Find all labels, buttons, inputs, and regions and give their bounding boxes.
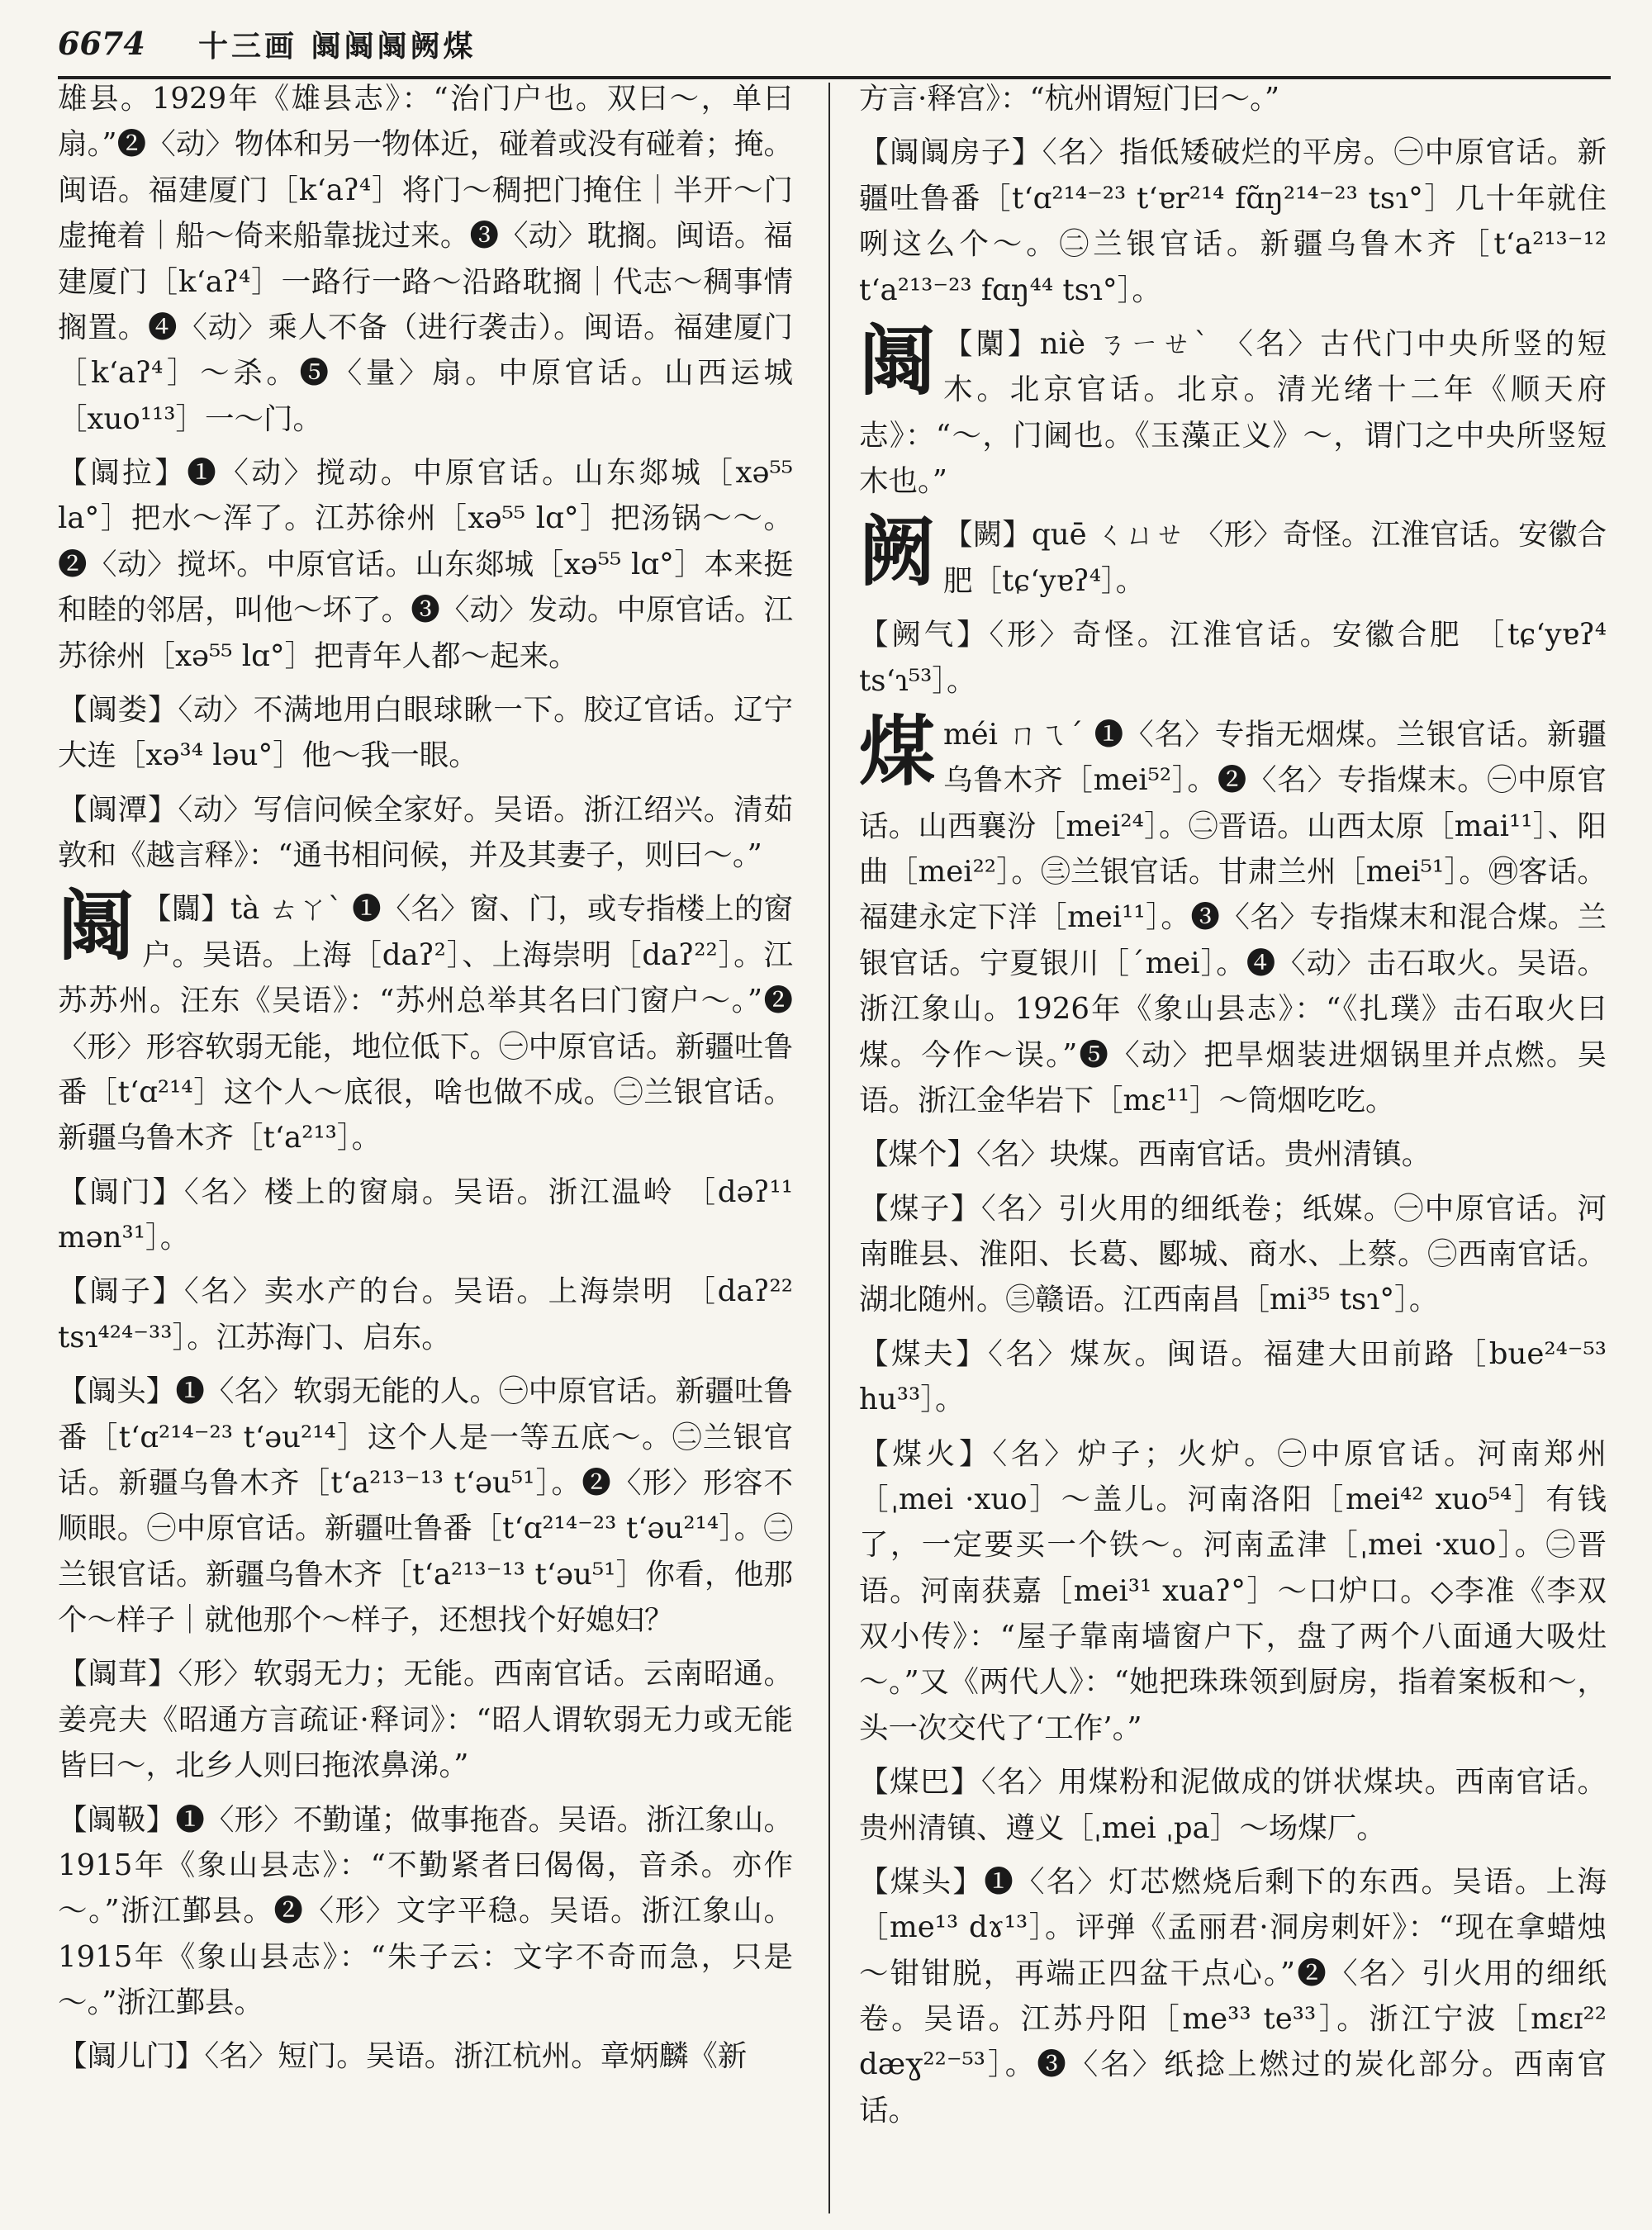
page-header	[58, 23, 1611, 79]
entry-text: 【阘子】〈名〉卖水产的台。吴语。上海崇明 ［daʔ²² tsɿ⁴²⁴⁻³³］。江苏海门、启东。	[58, 1274, 793, 1355]
dictionary-entry	[58, 1369, 793, 1643]
dictionary-entry	[859, 1859, 1607, 2133]
dictionary-entry	[859, 316, 1607, 505]
headword-character: 煤	[859, 706, 936, 796]
left-column	[58, 76, 793, 2215]
entry-text: 【煤夫】〈名〉煤灰。闽语。福建大田前路［bue²⁴⁻⁵³ hu³³］。	[859, 1336, 1607, 1417]
headword-character: 阘	[58, 881, 135, 971]
dictionary-entry	[58, 787, 793, 879]
entry-text: 雄县。1929年《雄县志》：“治门户也。双曰～，单曰扇。”❷〈动〉物体和另一物体近，碰着或没有碰着；掩。闽语。福建厦门［k‘aʔ⁴］将门～稠把门掩住｜半开～门虚掩着｜船～倚来船靠拢过来。❸〈动〉耽搁。闽语。福建厦门［k‘aʔ⁴］一路行一路～沿路耽搁｜代志～稠事情搁置。❹〈动〉乘人不备（进行袭击）。闽语。福建厦门［k‘aʔ⁴］～杀。❺〈量〉扇。中原官话。山西运城［xuo¹¹³］一～门。	[58, 82, 793, 436]
dictionary-entry	[859, 76, 1607, 121]
entry-text: 【阘阘房子】〈名〉指低矮破烂的平房。㊀中原官话。新疆吐鲁番［t‘ɑ²¹⁴⁻²³ t‘ɐr²¹⁴ fɑ̃ŋ²¹⁴⁻²³ tsɿ°］几十年就住咧这么个～。㊁兰银官话。新疆乌鲁木齐［t‘a²¹³⁻¹² t‘a²¹³⁻²³ fɑŋ⁴⁴ tsɿ°］。	[859, 135, 1607, 307]
entry-text: 【闒】tà ㄊㄚˋ ❶〈名〉窗、门，或专指楼上的窗户。吴语。上海［daʔ²］、上海崇明［daʔ²²］。江苏苏州。汪东《吴语》：“苏州总举其名曰门窗户～。”❷〈形〉形容软弱无能，地位低下。㊀中原官话。新疆吐鲁番［t‘ɑ²¹⁴］这个人～底很，啥也做不成。㊁兰银官话。新疆乌鲁木齐［t‘a²¹³］。	[58, 892, 793, 1155]
dictionary-entry	[859, 1132, 1607, 1177]
headword-character: 阙	[859, 507, 936, 597]
entry-text: 【阘茸】〈形〉软弱无力；无能。西南官话。云南昭通。姜亮夫《昭通方言疏证·释词》：“昭人谓软弱无力或无能皆曰～，北乡人则曰拖浓鼻涕。”	[58, 1657, 793, 1783]
entry-text: 【闑】niè ㄋㄧㄝˋ 〈名〉古代门中央所竖的短木。北京官话。北京。清光绪十二年《顺天府志》：“～，门阃也。《玉藻正义》～，谓门之中央所竖短木也。”	[859, 326, 1607, 498]
entry-text: 【阘潭】〈动〉写信问候全家好。吴语。浙江绍兴。清茹敦和《越言释》：“通书相问候，并及其妻子，则曰～。”	[58, 792, 793, 872]
dictionary-entry	[859, 1759, 1607, 1851]
entry-text: 【阘门】〈名〉楼上的窗扇。吴语。浙江温岭 ［dəʔ¹¹ mən³¹］。	[58, 1174, 793, 1255]
dictionary-entry	[58, 450, 793, 679]
entry-text: 【煤火】〈名〉炉子；火炉。㊀中原官话。河南郑州［ˌmei ·xuo］～盖儿。河南洛阳［mei⁴² xuo⁵⁴］有钱了，一定要买一个铁～。河南孟津［ˌmei ·xuo］。㊁晋语。河南获嘉［mei³¹ xuaʔ°］～口炉口。◇李准《李双双小传》：“屋子靠南墙窗户下，盘了两个八面通大吸灶～。”又《两代人》：“她把珠珠领到厨房，指着案板和～，头一次交代了‘工作’。”	[859, 1436, 1607, 1745]
dictionary-entry	[58, 1269, 793, 1360]
dictionary-entry	[859, 706, 1607, 1123]
dictionary-entry	[58, 1170, 793, 1261]
headword-character: 阘	[859, 316, 936, 406]
dictionary-entry	[58, 76, 793, 442]
dictionary-entry	[58, 2033, 793, 2079]
entry-text: 方言·释宫》：“杭州谓短门曰～。”	[859, 82, 1280, 116]
dictionary-entry	[859, 1331, 1607, 1423]
dictionary-entry	[859, 507, 1607, 604]
dictionary-entry	[859, 130, 1607, 313]
entry-text: 【煤头】❶〈名〉灯芯燃烧后剩下的东西。吴语。上海［me¹³ dɤ¹³］。评弹《孟丽君·洞房刺奸》：“现在拿蜡烛～钳钳脱，再端正四盆干点心。”❷〈名〉引火用的细纸卷。吴语。江苏丹阳［me³³ te³³］。浙江宁波［mɛɪ²² dæɣ²²⁻⁵³］。❸〈名〉纸捻上燃过的炭化部分。西南官话。	[859, 1864, 1607, 2128]
column-divider	[828, 83, 830, 2213]
dictionary-entry	[859, 1431, 1607, 1752]
right-column	[859, 76, 1607, 2215]
dictionary-entry	[58, 687, 793, 779]
entry-text: 【煤个】〈名〉块煤。西南官话。贵州清镇。	[859, 1137, 1431, 1172]
dictionary-entry	[859, 612, 1607, 704]
page-number: 6674	[58, 25, 145, 62]
entry-text: 【阘靸】❶〈形〉不勤谨；做事拖沓。吴语。浙江象山。1915年《象山县志》：“不勤紧者曰偈偈，音杀。亦作～。”浙江鄞县。❷〈形〉文字平稳。吴语。浙江象山。1915年《象山县志》：“朱子云：文字不奇而急，只是～。”浙江鄞县。	[58, 1802, 793, 2019]
entry-text: 【煤巴】〈名〉用煤粉和泥做成的饼状煤块。西南官话。贵州清镇、遵义［ˌmei ˌpa］～场煤厂。	[859, 1765, 1607, 1845]
entry-text: 【阘头】❶〈名〉软弱无能的人。㊀中原官话。新疆吐鲁番［t‘ɑ²¹⁴⁻²³ t‘əu²¹⁴］这个人是一等五底～。㊁兰银官话。新疆乌鲁木齐［t‘a²¹³⁻¹³ t‘əu⁵¹］。❷〈形〉形容不顺眼。㊀中原官话。新疆吐鲁番［t‘ɑ²¹⁴⁻²³ t‘əu²¹⁴］。㊁兰银官话。新疆乌鲁木齐［t‘a²¹³⁻¹³ t‘əu⁵¹］你看，他那个～样子｜就他那个～样子，还想找个好媳妇？	[58, 1374, 793, 1637]
dictionary-entry	[58, 881, 793, 1160]
entry-text: 【阘拉】❶〈动〉搅动。中原官话。山东郯城［xə⁵⁵ la°］把水～浑了。江苏徐州［xə⁵⁵ lɑ°］把汤锅～～。❷〈动〉搅坏。中原官话。山东郯城［xə⁵⁵ lɑ°］本来挺和睦的邻居，叫他～坏了。❸〈动〉发动。中原官话。江苏徐州［xə⁵⁵ lɑ°］把青年人都～起来。	[58, 456, 793, 673]
dictionary-entry	[58, 1651, 793, 1788]
entry-text: 【阙气】〈形〉奇怪。江淮官话。安徽合肥 ［tɕ‘yɐʔ⁴ ts‘ɿ⁵³］。	[859, 618, 1607, 698]
dictionary-entry	[58, 1797, 793, 2026]
entry-text: 【阘儿门】〈名〉短门。吴语。浙江杭州。章炳麟《新	[58, 2039, 748, 2074]
entry-text: méi ㄇㄟˊ ❶〈名〉专指无烟煤。兰银官话。新疆乌鲁木齐［mei⁵²］。❷〈名〉专指煤末。㊀中原官话。山西襄汾［mei²⁴］。㊁晋语。山西太原［mai¹¹］、阳曲［mei²²］。㊂兰银官话。甘肃兰州［mei⁵¹］。㊃客话。福建永定下洋［mei¹¹］。❸〈名〉专指煤末和混合煤。兰银官话。宁夏银川［ˊmei］。❹〈动〉击石取火。吴语。浙江象山。1926年《象山县志》：“《扎璞》击石取火曰煤。今作～误。”❺〈动〉把旱烟装进烟锅里并点燃。吴语。浙江金华岩下［mɛ¹¹］～筒烟吃吃。	[859, 717, 1607, 1117]
entry-text: 【煤子】〈名〉引火用的细纸卷；纸媒。㊀中原官话。河南睢县、淮阳、长葛、郾城、商水、上蔡。㊁西南官话。湖北随州。㊂赣语。江西南昌［mi³⁵ tsɿ°］。	[859, 1191, 1607, 1317]
dictionary-entry	[859, 1186, 1607, 1323]
entry-text: 【闕】quē ㄑㄩㄝ 〈形〉奇怪。江淮官话。安徽合肥［tɕ‘yɐʔ⁴］。	[943, 518, 1607, 598]
entry-text: 【阘娄】〈动〉不满地用白眼球瞅一下。胶辽官话。辽宁大连［xə³⁴ ləu°］他～我一眼。	[58, 692, 793, 773]
page-title: 十三画 阘阘阘阙煤	[198, 29, 477, 64]
